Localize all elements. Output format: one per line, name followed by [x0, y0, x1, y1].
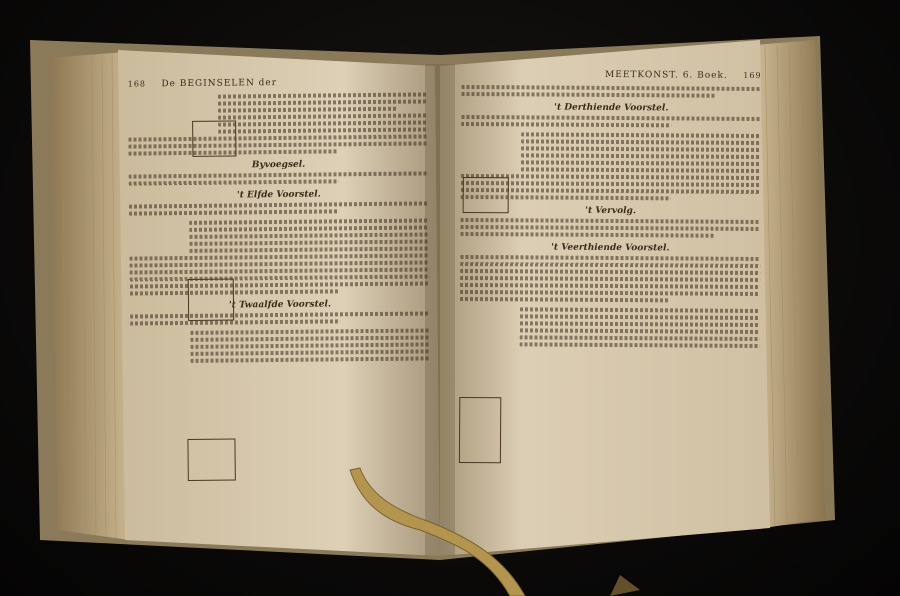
left-figure-2 [188, 278, 234, 320]
left-page-edges [50, 52, 130, 540]
left-title: De BEGINSELEN der [161, 78, 278, 90]
left-heading-3: 't Twaalfde Voorstel. [228, 299, 332, 311]
left-page-number: 168 [127, 79, 147, 89]
right-heading-1: 't Derthiende Voorstel. [554, 102, 669, 114]
right-heading-3: 't Veerthiende Voorstel. [551, 242, 670, 254]
right-title: MEETKONST. 6. Boek. [605, 69, 728, 81]
right-page-content [458, 69, 761, 531]
left-figure-1 [192, 120, 236, 156]
right-running-head [462, 69, 762, 81]
left-figure-3 [187, 438, 235, 481]
left-running-head [128, 76, 428, 89]
right-figure-1 [463, 177, 509, 213]
right-page-number: 169 [743, 70, 762, 81]
left-page-content [128, 76, 433, 529]
right-heading-2: 't Vervolg. [585, 205, 637, 217]
right-figure-2 [459, 397, 501, 463]
left-heading-2: 't Elfde Voorstel. [236, 189, 321, 201]
left-heading-1: Byvoegsel. [251, 159, 306, 171]
